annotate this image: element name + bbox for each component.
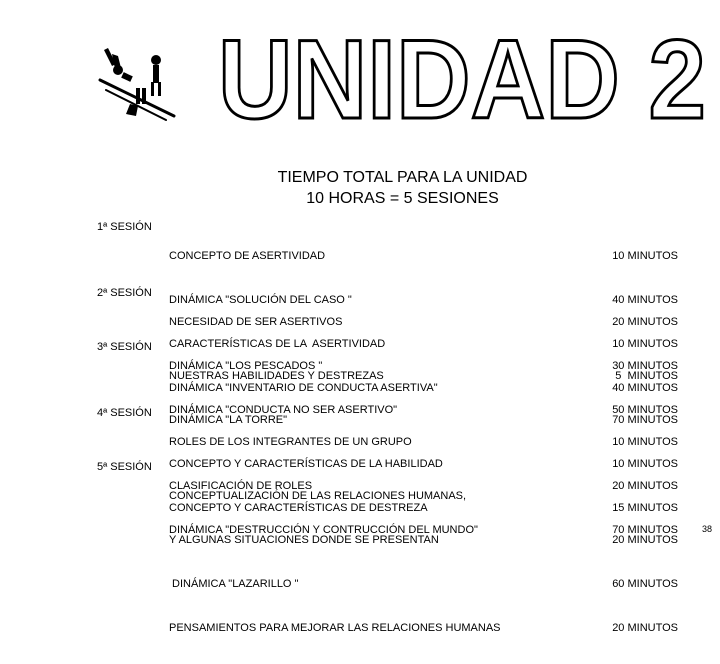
topic-line: CONCEPTO DE ASERTIVIDAD (169, 250, 326, 263)
session-label: 3ª SESIÓN (97, 341, 152, 353)
topic-line: CONCEPTUALIZACIÓN DE LAS RELACIONES HUMANAS, (169, 490, 467, 503)
unit-hours-sessions-heading: 10 HORAS = 5 SESIONES (306, 190, 499, 207)
page-number: 38 (701, 524, 712, 534)
topic-line: Y ALGUNAS SITUACIONES DONDE SE PRESENTAN (169, 533, 439, 546)
time-line (600, 489, 678, 504)
topic-line: PENSAMIENTOS PARA MEJORAR LAS RELACIONES HUMANAS (169, 621, 501, 634)
banner-text: UNIDAD 2 (218, 20, 706, 130)
session-label: 5ª SESIÓN (97, 461, 152, 473)
time-line: 15 MINUTOS (612, 501, 678, 514)
topic-line: CONCEPTO Y CARACTERÍSTICAS DE DESTREZA (169, 501, 428, 514)
time-line: 10 MINUTOS (612, 436, 678, 449)
topic-line: DINÁMICA "INVENTARIO DE CONDUCTA ASERTIVA" (169, 381, 438, 394)
time-line: 40 MINUTOS (612, 293, 678, 306)
topic-line: DINÁMICA "LOS PESCADOS " (169, 359, 323, 372)
time-line: 30 MINUTOS (612, 359, 678, 372)
time-line: 70 MINUTOS (612, 413, 678, 426)
topic-line: DINÁMICA "SOLUCIÓN DEL CASO " (169, 293, 352, 306)
session-topics (169, 460, 501, 664)
topic-line: DINÁMICA "CONDUCTA NO SER ASERTIVO" (169, 403, 398, 416)
time-line: 10 MINUTOS (612, 457, 678, 470)
topic-line: NECESIDAD DE SER ASERTIVOS (169, 316, 343, 329)
time-line: 60 MINUTOS (612, 577, 678, 590)
topic-line: DINÁMICA "LA TORRE" (169, 413, 288, 426)
topic-line: DINÁMICA "LAZARILLO " (169, 577, 299, 590)
topic-line: CARACTERÍSTICAS DE LA ASERTIVIDAD (169, 337, 386, 350)
time-line: 20 MINUTOS (612, 533, 678, 546)
time-line: 40 MINUTOS (612, 381, 678, 394)
session-label: 4ª SESIÓN (97, 407, 152, 419)
time-line: 70 MINUTOS (612, 523, 678, 536)
time-line: 5 MINUTOS (612, 370, 678, 383)
topic-line: CONCEPTO Y CARACTERÍSTICAS DE LA HABILIDAD (169, 457, 443, 470)
unit-banner-title (212, 20, 712, 130)
time-line: 20 MINUTOS (612, 479, 678, 492)
time-line: 10 MINUTOS (612, 250, 678, 263)
session-times (600, 460, 678, 664)
topic-line: DINÁMICA "DESTRUCCIÓN Y CONTRUCCIÓN DEL MUNDO" (169, 523, 478, 536)
session-label: 2ª SESIÓN (97, 287, 152, 299)
topic-line: ROLES DE LOS INTEGRANTES DE UN GRUPO (169, 436, 412, 449)
time-line: 10 MINUTOS (612, 337, 678, 350)
time-line: 20 MINUTOS (612, 316, 678, 329)
topic-line: CLASIFICACIÓN DE ROLES (169, 479, 313, 492)
time-line: 20 MINUTOS (612, 621, 678, 634)
unit-total-time-heading: TIEMPO TOTAL PARA LA UNIDAD (277, 169, 528, 186)
time-line: 50 MINUTOS (612, 403, 678, 416)
topic-line: NUESTRAS HABILIDADES Y DESTREZAS (169, 370, 384, 383)
session-label: 1ª SESIÓN (97, 221, 152, 233)
seesaw-people-icon (96, 44, 178, 124)
